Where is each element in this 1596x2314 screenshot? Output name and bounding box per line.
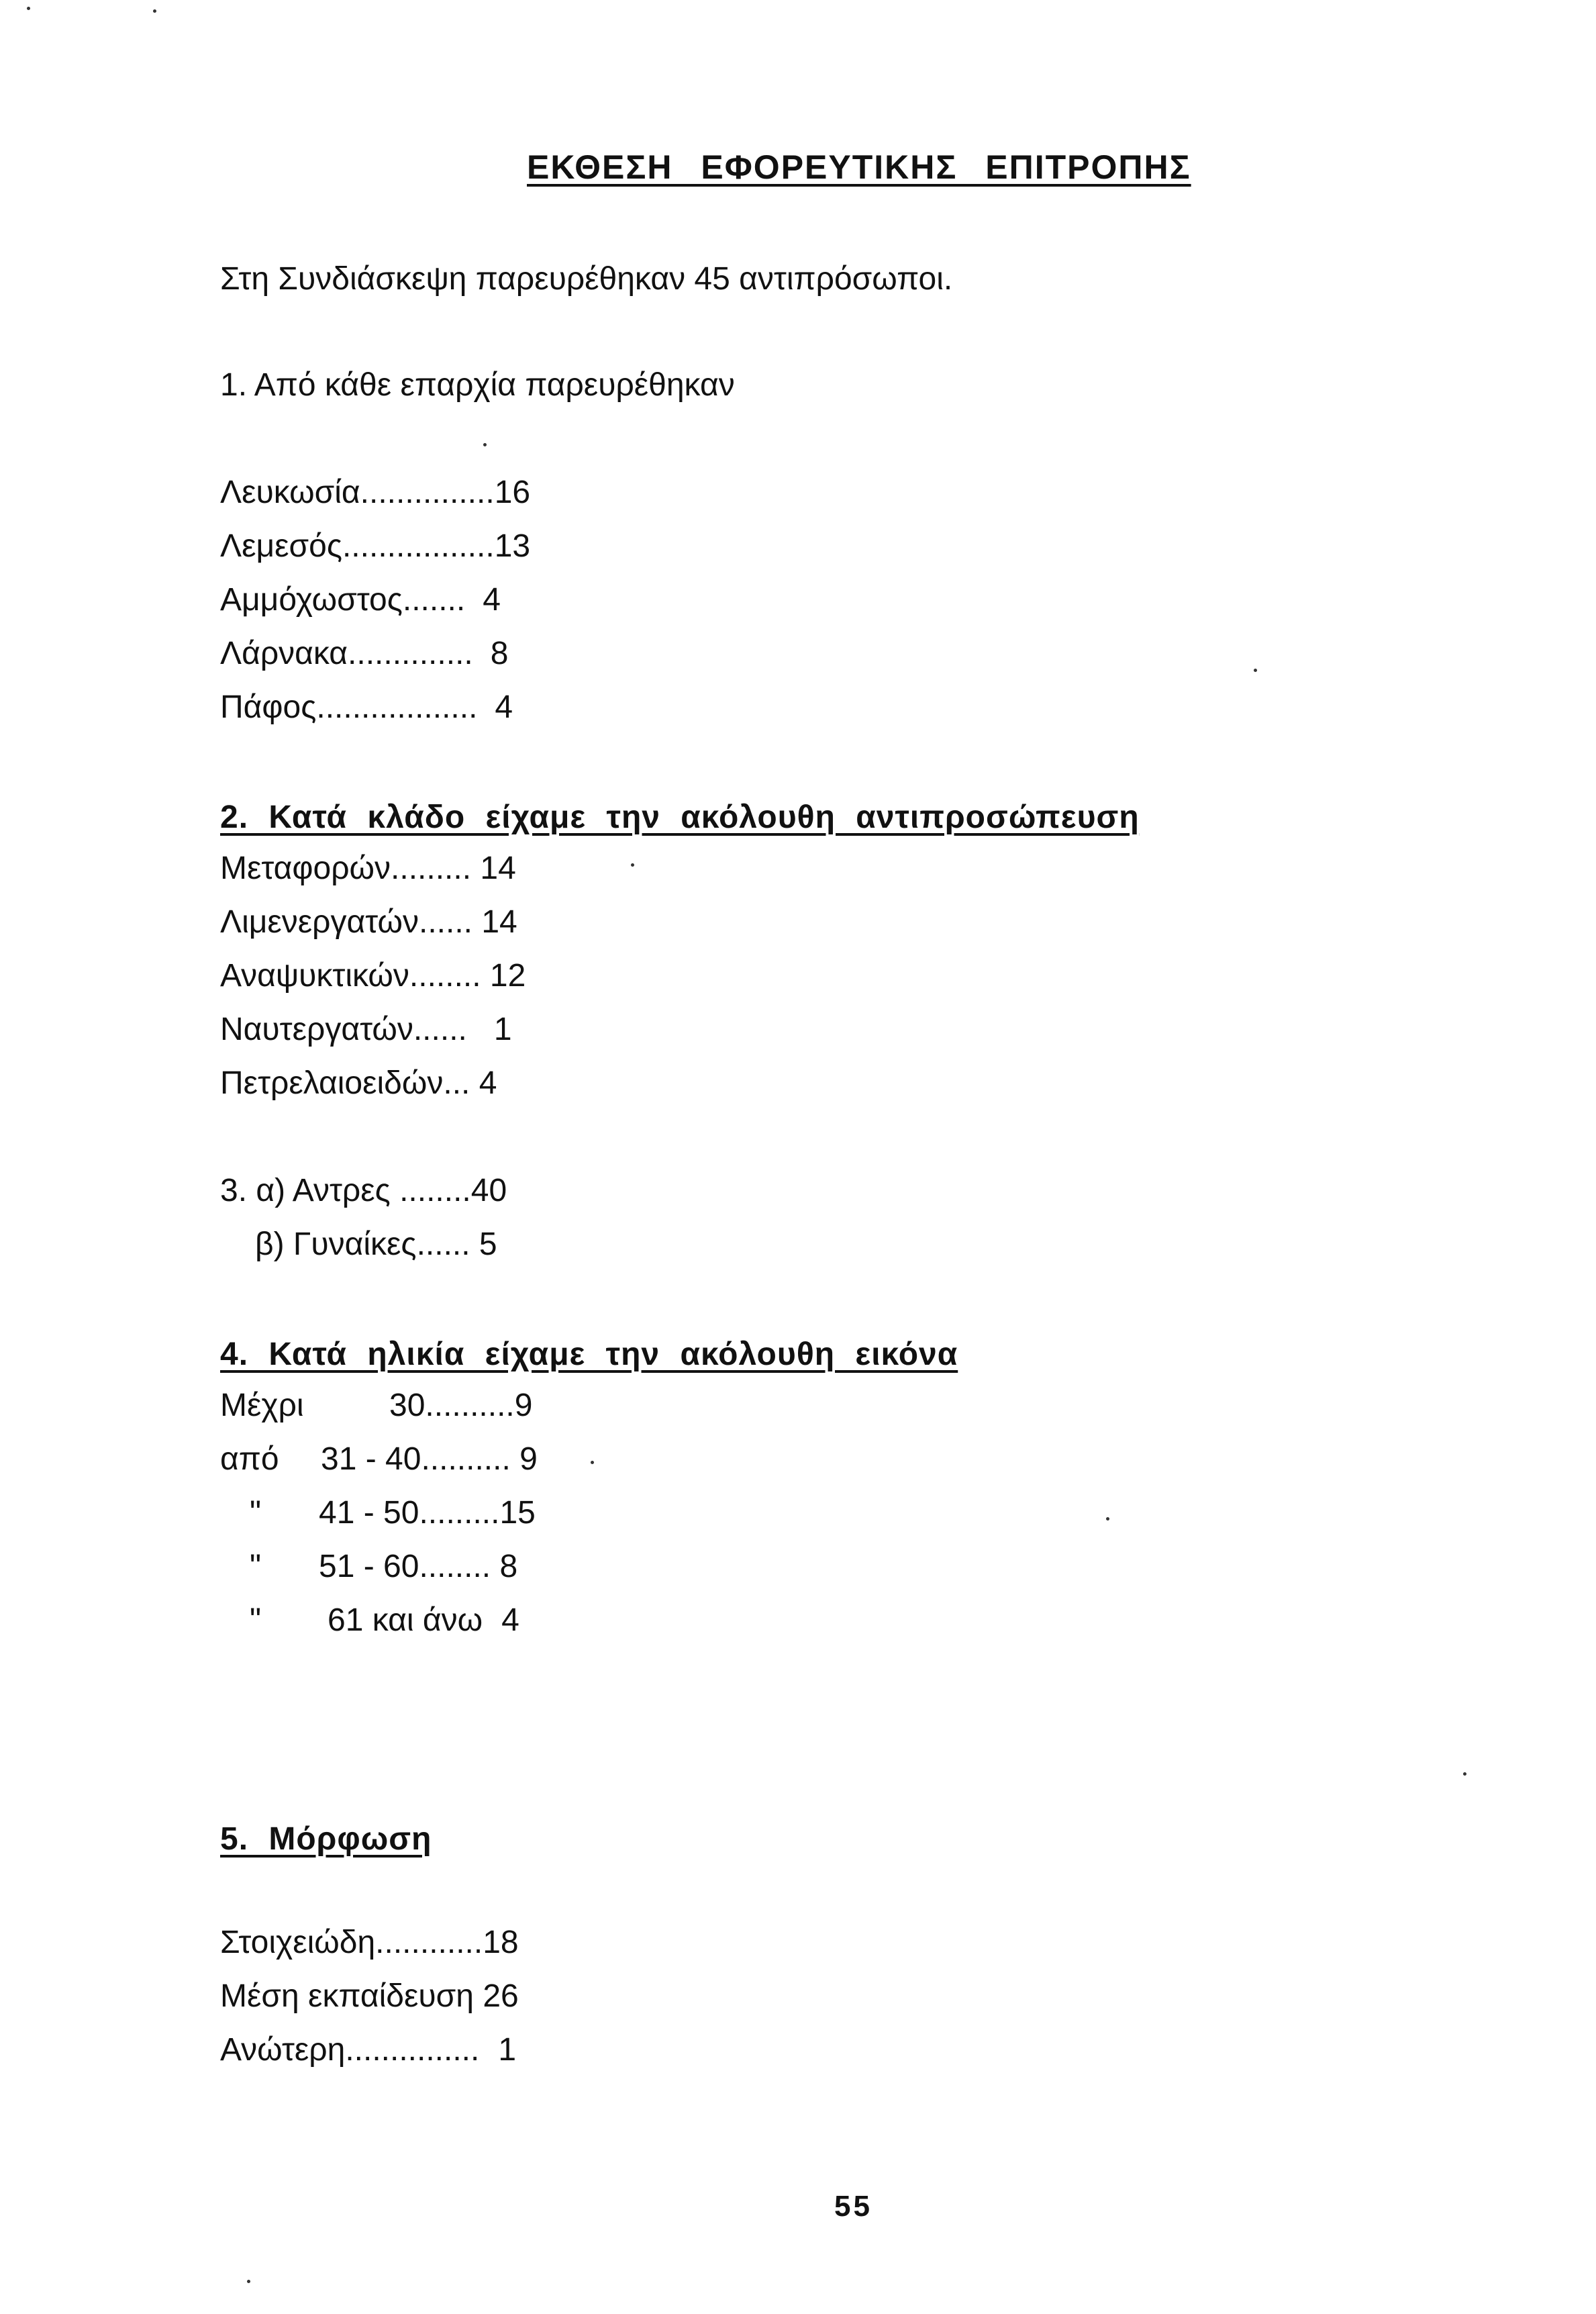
intro-text: Στη Συνδιάσκεψη παρευρέθηκαν 45 αντιπρόσωποι. <box>220 261 953 297</box>
list-item: 3. α) Αντρες ........40 <box>220 1173 507 1208</box>
section5-heading: 5. Μόρφωση <box>220 1821 432 1857</box>
list-item: β) Γυναίκες...... 5 <box>255 1226 497 1262</box>
list-item: Αμμόχωστος....... 4 <box>220 582 501 618</box>
list-item: Πετρελαιοειδών... 4 <box>220 1065 497 1101</box>
scan-speck <box>1254 669 1257 672</box>
list-item: Λευκωσία...............16 <box>220 475 531 510</box>
table-row: " <box>250 1602 262 1638</box>
page-number: 55 <box>834 2190 872 2223</box>
list-item: Στοιχειώδη............18 <box>220 1925 519 1960</box>
list-item: Πάφος.................. 4 <box>220 689 513 725</box>
scan-speck <box>27 7 30 10</box>
table-row: 41 - 50.........15 <box>319 1495 536 1531</box>
list-item: Ανώτερη............... 1 <box>220 2032 517 2068</box>
table-row: Μέχρι <box>220 1388 304 1423</box>
scan-speck <box>631 863 634 867</box>
scan-speck <box>1463 1772 1466 1776</box>
page-title: ΕΚΘΕΣΗ ΕΦΟΡΕΥΤΙΚΗΣ ΕΠΙΤΡΟΠΗΣ <box>527 148 1191 186</box>
table-row: 61 και άνω 4 <box>328 1602 519 1638</box>
scan-speck <box>483 443 487 446</box>
list-item: Μέση εκπαίδευση 26 <box>220 1978 519 2014</box>
table-row: 30..........9 <box>389 1388 533 1423</box>
list-item: Λάρνακα.............. 8 <box>220 636 509 671</box>
table-row: " <box>250 1495 262 1531</box>
table-row: από <box>220 1441 279 1477</box>
table-row: 51 - 60........ 8 <box>319 1549 518 1584</box>
scan-speck <box>591 1461 594 1464</box>
section1-heading: 1. Από κάθε επαρχία παρευρέθηκαν <box>220 367 735 403</box>
section2-heading: 2. Κατά κλάδο είχαμε την ακόλουθη αντιπροσώπευση <box>220 800 1140 835</box>
scan-speck <box>247 2280 250 2283</box>
list-item: Λιμενεργατών...... 14 <box>220 904 517 940</box>
list-item: Μεταφορών......... 14 <box>220 851 516 886</box>
list-item: Λεμεσός.................13 <box>220 528 531 564</box>
list-item: Αναψυκτικών........ 12 <box>220 958 526 994</box>
table-row: 31 - 40.......... 9 <box>321 1441 538 1477</box>
scan-speck <box>153 9 156 13</box>
list-item: Ναυτεργατών...... 1 <box>220 1012 512 1047</box>
section4-heading: 4. Κατά ηλικία είχαμε την ακόλουθη εικόνα <box>220 1337 958 1372</box>
scan-speck <box>1106 1517 1109 1521</box>
table-row: " <box>250 1549 262 1584</box>
